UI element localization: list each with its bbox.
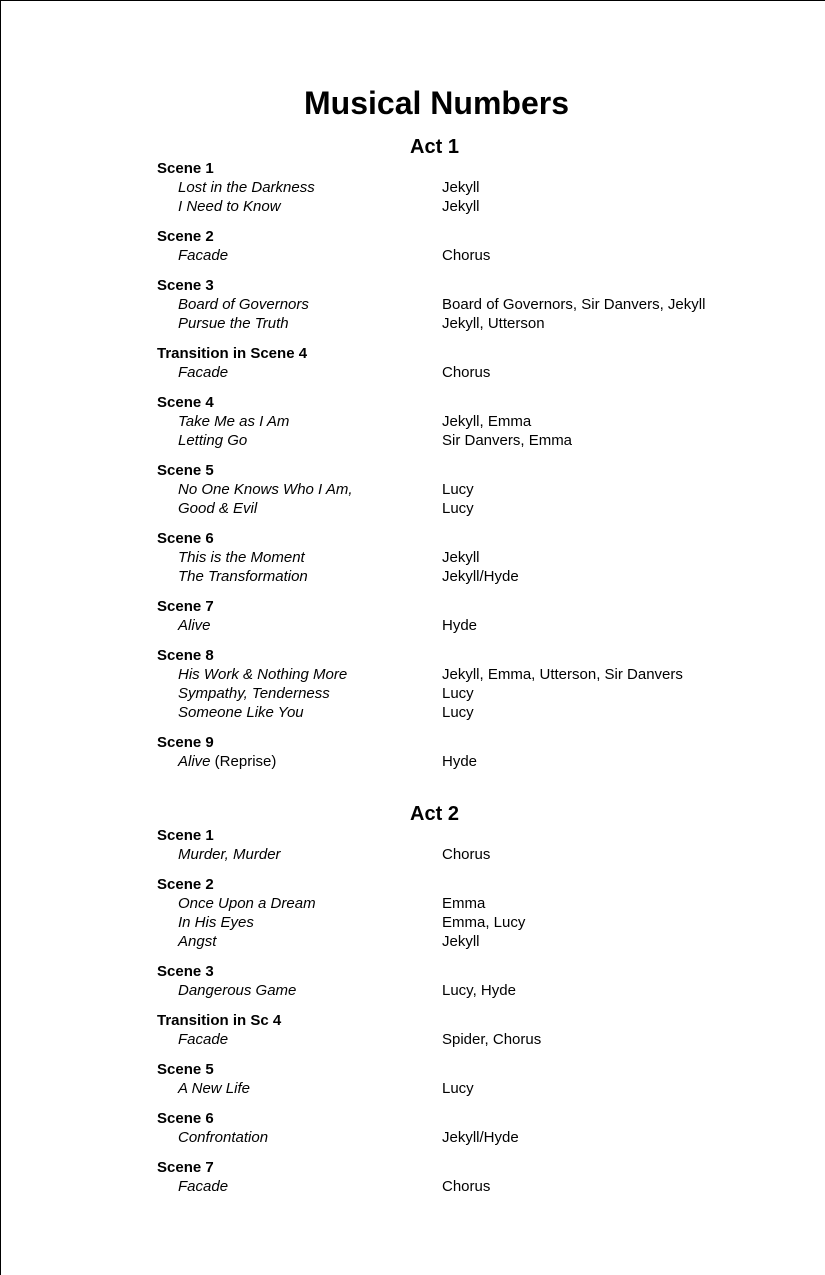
song-title: [178, 499, 257, 518]
act-2-song-list: [157, 826, 777, 1207]
song-row: [157, 314, 777, 333]
song-title: [178, 913, 254, 932]
song-performers: Jekyll: [442, 198, 480, 215]
song-performers: Emma: [442, 895, 486, 912]
song-title: [178, 412, 289, 431]
song-performers: Hyde: [442, 753, 478, 770]
song-row: [157, 246, 777, 265]
song-performers: Jekyll: [442, 179, 480, 196]
song-performers: Chorus: [442, 364, 491, 381]
song-row: [157, 295, 777, 314]
song-performers: Chorus: [442, 846, 491, 863]
song-performers: Lucy: [442, 481, 474, 498]
song-title: [178, 197, 281, 216]
song-performers: Sir Danvers, Emma: [442, 432, 573, 449]
scene-heading: Scene 8: [157, 647, 214, 664]
scene-heading: Scene 7: [157, 1159, 214, 1176]
scene-block: [157, 461, 777, 518]
song-row: [157, 703, 777, 722]
scene-block: [157, 597, 777, 635]
song-performers: Lucy: [442, 685, 474, 702]
scene-block: [157, 1011, 777, 1049]
song-title: [178, 480, 353, 499]
song-performers: Jekyll: [442, 549, 480, 566]
song-row: [157, 1079, 777, 1098]
song-title: [178, 752, 276, 771]
song-title-text: A New Life: [178, 1080, 250, 1097]
song-row: [157, 1030, 777, 1049]
song-title: [178, 548, 305, 567]
scene-block: [157, 1109, 777, 1147]
song-title-text: Facade: [178, 1031, 229, 1048]
song-title-text: His Work & Nothing More: [178, 666, 348, 683]
song-title-text: Confrontation: [178, 1129, 269, 1146]
song-performers: Jekyll/Hyde: [442, 1129, 519, 1146]
song-title-text: Facade: [178, 364, 229, 381]
scene-heading: Scene 3: [157, 963, 214, 980]
song-title: [178, 1128, 268, 1147]
song-title: [178, 246, 228, 265]
scene-heading: Transition in Sc 4: [157, 1012, 282, 1029]
scene-heading: Transition in Scene 4: [157, 345, 308, 362]
scene-heading: Scene 7: [157, 598, 214, 615]
act-heading: Act 1: [410, 136, 459, 158]
song-row: [157, 932, 777, 951]
scene-block: [157, 1158, 777, 1196]
page-title: Musical Numbers: [304, 85, 569, 121]
song-title-text: Lost in the Darkness: [178, 179, 315, 196]
song-title-text: The Transformation: [178, 568, 308, 585]
scene-block: [157, 646, 777, 722]
scene-heading: Scene 3: [157, 277, 214, 294]
song-performers: Jekyll/Hyde: [442, 568, 519, 585]
song-title-text: Someone Like You: [178, 704, 304, 721]
scene-block: [157, 227, 777, 265]
scene-block: [157, 393, 777, 450]
song-row: [157, 616, 777, 635]
song-row: [157, 981, 777, 1000]
song-title: [178, 178, 315, 197]
song-row: [157, 1128, 777, 1147]
song-title: [178, 932, 216, 951]
song-performers: Emma, Lucy: [442, 914, 526, 931]
song-title: [178, 845, 281, 864]
song-title: [178, 981, 296, 1000]
song-row: [157, 845, 777, 864]
song-title-text: Alive: [178, 753, 211, 770]
song-row: [157, 178, 777, 197]
song-title-text: Good & Evil: [178, 500, 258, 517]
song-performers: Lucy, Hyde: [442, 982, 516, 999]
song-title-text: Sympathy, Tenderness: [178, 685, 330, 702]
scene-heading: Scene 5: [157, 462, 214, 479]
song-title-text: Take Me as I Am: [178, 413, 290, 430]
song-title: [178, 703, 304, 722]
song-row: [157, 197, 777, 216]
song-title: [178, 616, 211, 635]
song-row: [157, 412, 777, 431]
song-title-text: This is the Moment: [178, 549, 305, 566]
song-title: [178, 684, 330, 703]
song-row: [157, 684, 777, 703]
scene-block: [157, 875, 777, 951]
scene-heading: Scene 1: [157, 160, 214, 177]
song-title: [178, 665, 347, 684]
act-heading: Act 2: [410, 803, 459, 825]
song-title-text: I Need to Know: [178, 198, 281, 215]
scene-block: [157, 1060, 777, 1098]
scene-heading: Scene 1: [157, 827, 214, 844]
song-title-text: Angst: [178, 933, 217, 950]
song-title: [178, 431, 247, 450]
scene-heading: Scene 4: [157, 394, 214, 411]
song-row: [157, 480, 777, 499]
song-performers: Spider, Chorus: [442, 1031, 542, 1048]
song-title-text: Board of Governors: [178, 296, 309, 313]
song-performers: Jekyll, Emma, Utterson, Sir Danvers: [442, 666, 683, 683]
scene-block: [157, 159, 777, 216]
song-performers: Board of Governors, Sir Danvers, Jekyll: [442, 296, 706, 313]
song-row: [157, 363, 777, 382]
song-row: [157, 752, 777, 771]
song-title-text: Facade: [178, 247, 229, 264]
song-title: [178, 295, 309, 314]
scene-block: [157, 733, 777, 771]
scene-block: [157, 826, 777, 864]
scene-heading: Scene 2: [157, 876, 214, 893]
song-title: [178, 894, 316, 913]
song-performers: Chorus: [442, 247, 491, 264]
song-title: [178, 1030, 228, 1049]
song-title-text: Murder, Murder: [178, 846, 281, 863]
song-performers: Lucy: [442, 704, 474, 721]
song-title: [178, 1079, 250, 1098]
song-performers: Lucy: [442, 1080, 474, 1097]
song-row: [157, 913, 777, 932]
scene-heading: Scene 5: [157, 1061, 214, 1078]
song-title-text: Facade: [178, 1178, 229, 1195]
scene-heading: Scene 9: [157, 734, 214, 751]
song-row: [157, 431, 777, 450]
scene-heading: Scene 6: [157, 530, 214, 547]
song-title-text: In His Eyes: [178, 914, 254, 931]
song-title-text: Letting Go: [178, 432, 248, 449]
scene-block: [157, 962, 777, 1000]
song-title: [178, 363, 228, 382]
song-title: [178, 1177, 228, 1196]
song-row: [157, 548, 777, 567]
scene-heading: Scene 2: [157, 228, 214, 245]
song-performers: Jekyll, Utterson: [442, 315, 545, 332]
song-title-text: Alive: [178, 617, 211, 634]
song-row: [157, 1177, 777, 1196]
song-title-suffix: (Reprise): [210, 753, 277, 770]
song-row: [157, 567, 777, 586]
song-title: [178, 314, 289, 333]
song-performers: Hyde: [442, 617, 478, 634]
act-1-song-list: [157, 159, 777, 782]
song-title-text: Once Upon a Dream: [178, 895, 316, 912]
song-performers: Jekyll: [442, 933, 480, 950]
song-title-text: Dangerous Game: [178, 982, 297, 999]
song-performers: Chorus: [442, 1178, 491, 1195]
scene-heading: Scene 6: [157, 1110, 214, 1127]
scene-block: [157, 529, 777, 586]
song-row: [157, 894, 777, 913]
song-title-text: Pursue the Truth: [178, 315, 289, 332]
song-row: [157, 665, 777, 684]
song-performers: Jekyll, Emma: [442, 413, 532, 430]
scene-block: [157, 344, 777, 382]
song-title-text: No One Knows Who I Am,: [178, 481, 353, 498]
scene-block: [157, 276, 777, 333]
song-row: [157, 499, 777, 518]
song-title: [178, 567, 308, 586]
song-performers: Lucy: [442, 500, 474, 517]
